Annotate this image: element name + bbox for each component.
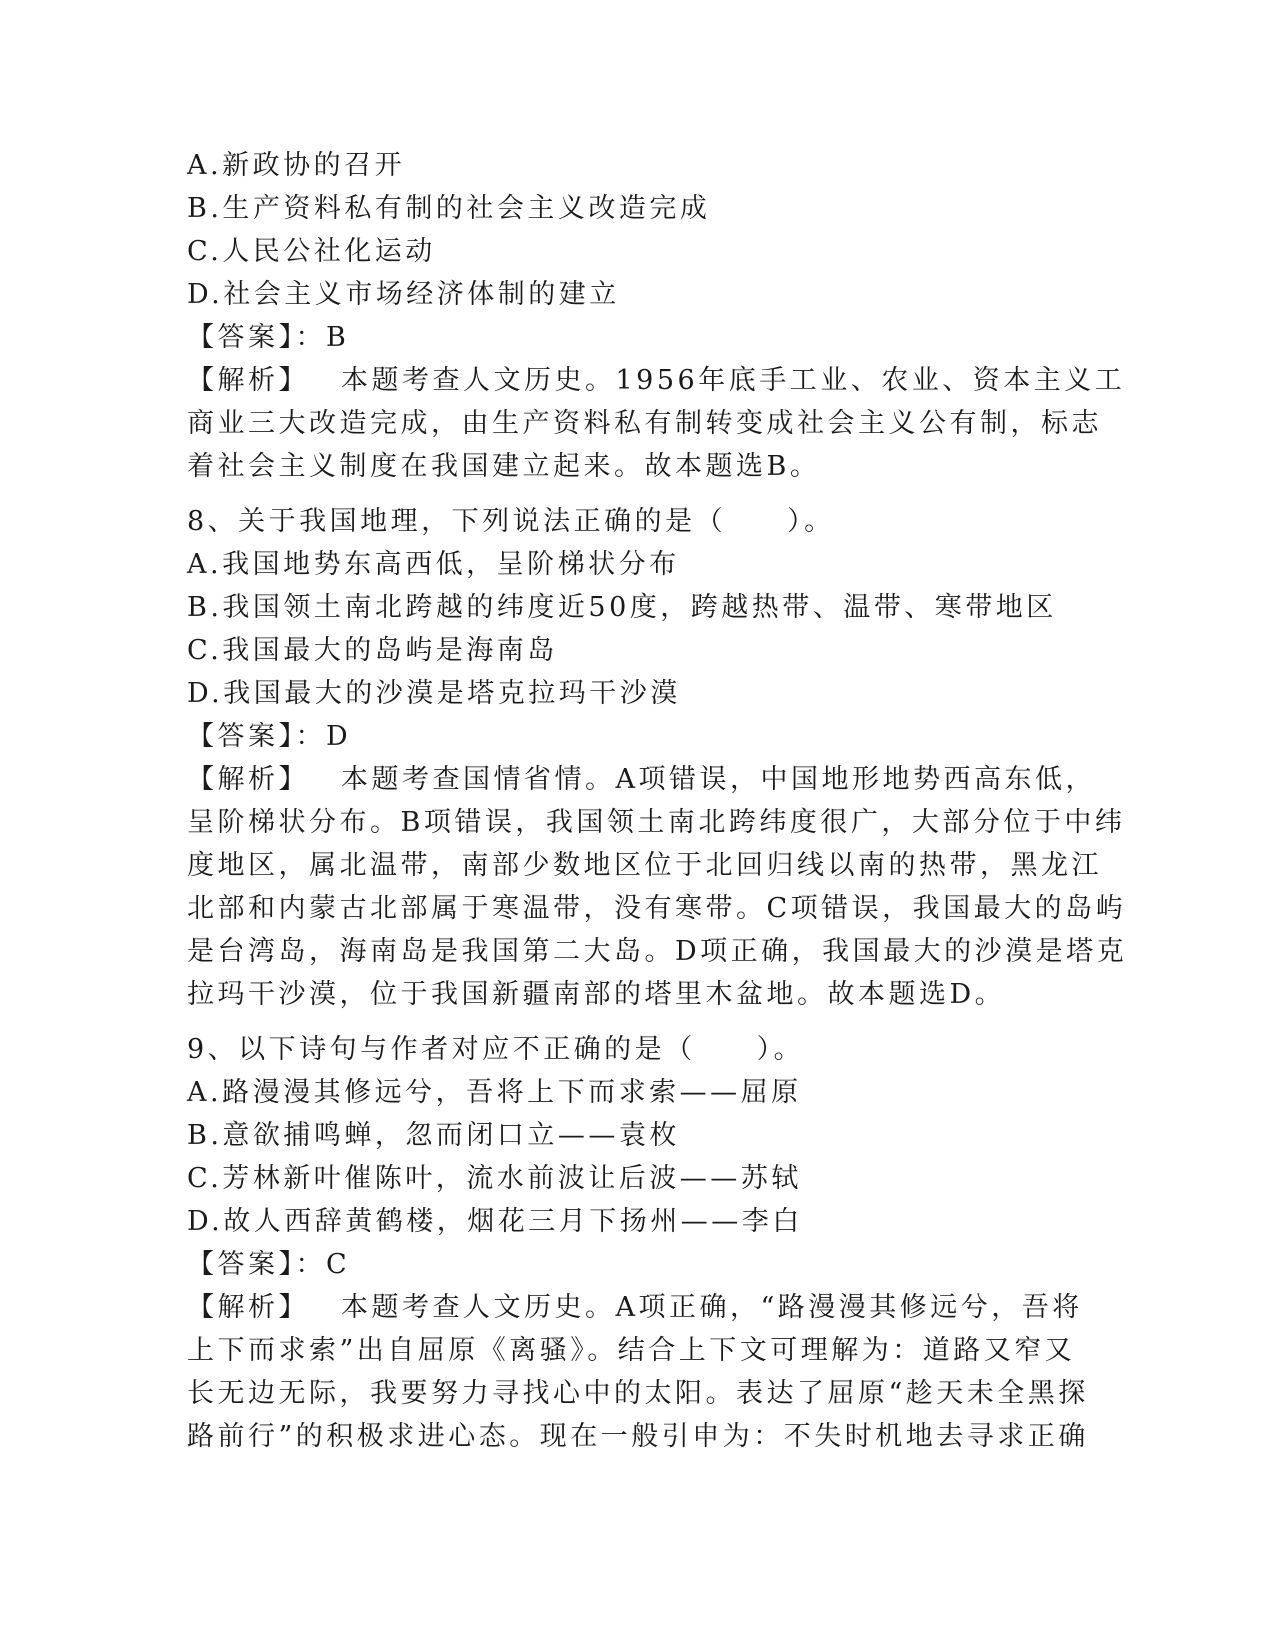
option-a: A.我国地势东高西低，呈阶梯状分布	[187, 549, 680, 580]
answer: 【答案】：B	[187, 322, 350, 353]
option-c: C.人民公社化运动	[187, 236, 436, 267]
question-7	[187, 144, 1126, 488]
option-c: C.我国最大的岛屿是海南岛	[187, 635, 558, 666]
option-b: B.意欲捕鸣蝉，忽而闭口立——袁枚	[187, 1120, 680, 1151]
analysis-text: 本题考查人文历史。A项正确，“路漫漫其修远兮，吾将	[341, 1292, 1083, 1323]
analysis-line: 上下而求索”出自屈原《离骚》。结合上下文可理解为：道路又窄又	[187, 1335, 1076, 1366]
analysis-line: 北部和内蒙古北部属于寒温带，没有寒带。C项错误，我国最大的岛屿	[187, 893, 1127, 924]
option-d: D.我国最大的沙漠是塔克拉玛干沙漠	[187, 678, 681, 709]
analysis-text: 本题考查人文历史。1956年底手工业、农业、资本主义工	[341, 365, 1126, 396]
option-d: D.社会主义市场经济体制的建立	[187, 279, 620, 310]
analysis-line: 是台湾岛，海南岛是我国第二大岛。D项正确，我国最大的沙漠是塔克	[187, 936, 1128, 967]
document-page	[187, 144, 1128, 1458]
analysis-line: 拉玛干沙漠，位于我国新疆南部的塔里木盆地。故本题选D。	[187, 979, 1006, 1010]
analysis-line: 路前行”的积极求进心态。现在一般引申为：不失时机地去寻求正确	[187, 1421, 1089, 1452]
option-b: B.我国领土南北跨越的纬度近50度，跨越热带、温带、寒带地区	[187, 592, 1057, 623]
answer: 【答案】：C	[187, 1249, 351, 1280]
analysis-line: 着社会主义制度在我国建立起来。故本题选B。	[187, 451, 821, 482]
analysis-label: 【解析】	[187, 764, 309, 795]
option-c: C.芳林新叶催陈叶，流水前波让后波——苏轼	[187, 1163, 802, 1194]
question-text: 9、以下诗句与作者对应不正确的是（ ）。	[187, 1034, 805, 1065]
option-d: D.故人西辞黄鹤楼，烟花三月下扬州——李白	[187, 1206, 803, 1237]
analysis-first-line	[187, 359, 1126, 402]
option-a: A.路漫漫其修远兮，吾将上下而求索——屈原	[187, 1077, 802, 1108]
analysis-line: 度地区，属北温带，南部少数地区位于北回归线以南的热带，黑龙江	[187, 850, 1102, 881]
option-a: A.新政协的召开	[187, 150, 406, 181]
analysis-line: 呈阶梯状分布。B项错误，我国领土南北跨纬度很广，大部分位于中纬	[187, 807, 1126, 838]
answer: 【答案】：D	[187, 721, 352, 752]
question-8	[187, 500, 1128, 1016]
question-text: 8、关于我国地理，下列说法正确的是（ ）。	[187, 506, 835, 537]
analysis-line: 长无边无际，我要努力寻找心中的太阳。表达了屈原“趁天未全黑探	[187, 1378, 1089, 1409]
analysis-label: 【解析】	[187, 365, 309, 396]
analysis-line: 商业三大改造完成，由生产资料私有制转变成社会主义公有制，标志	[187, 408, 1102, 439]
analysis-first-line	[187, 1286, 1087, 1329]
option-b: B.生产资料私有制的社会主义改造完成	[187, 193, 711, 224]
analysis-text: 本题考查国情省情。A项错误，中国地形地势西高东低，	[341, 764, 1096, 795]
analysis-label: 【解析】	[187, 1292, 309, 1323]
analysis-first-line	[187, 758, 1096, 801]
question-9	[187, 1028, 1087, 1458]
